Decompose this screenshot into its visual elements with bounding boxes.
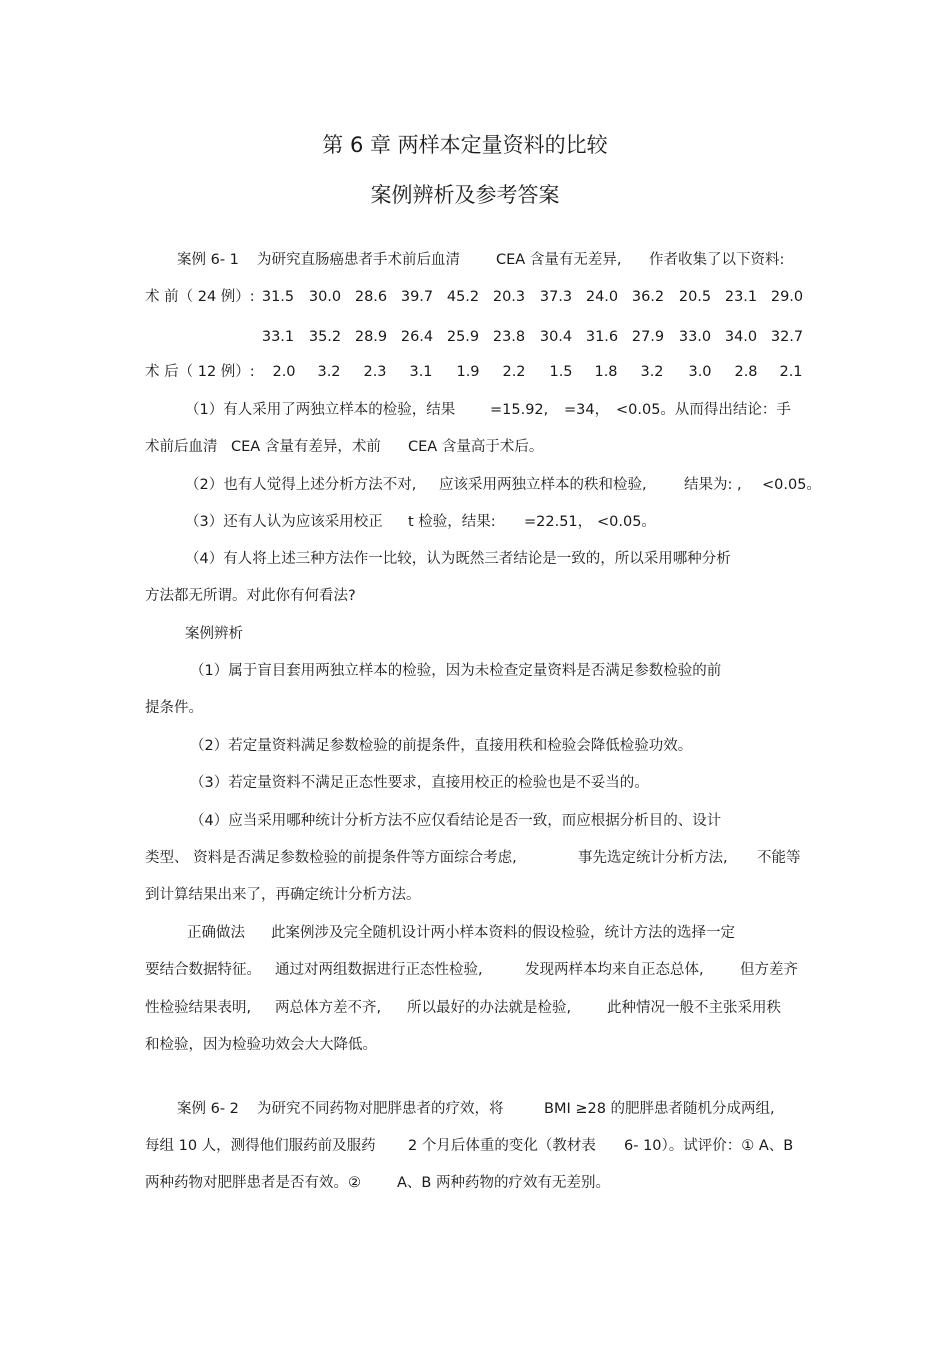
data-value: 30.4: [539, 329, 573, 345]
text-segment: 术前后血清: [145, 439, 218, 455]
data-value: 3.0: [688, 364, 712, 380]
data-value: 3.1: [409, 364, 433, 380]
text-segment: （1）属于盲目套用两独立样本的检验，因为未检查定量资料是否满足参数检验的前: [190, 663, 722, 679]
answer-2: （2）若定量资料满足参数检验的前提条件，直接用秩和检验会降低检验功效。: [190, 738, 693, 754]
text-segment: 两种药物对肥胖患者是否有效。②: [145, 1175, 361, 1191]
pre-op-row-2: [0, 327, 950, 347]
data-value: 28.6: [354, 289, 388, 305]
data-value: 36.2: [631, 289, 665, 305]
data-value: 20.5: [678, 289, 712, 305]
data-value: 3.2: [640, 364, 664, 380]
text-segment: CEA 含量有无差异,: [496, 252, 622, 268]
text-segment: 应该采用两独立样本的秩和检验,: [439, 477, 647, 493]
text-segment: 两总体方差不齐,: [275, 1000, 382, 1016]
data-value: 3.2: [317, 364, 341, 380]
text-segment: 此种情况一般不主张采用秩: [607, 1000, 781, 1016]
text-segment: t 检验，结果:: [408, 514, 496, 530]
data-value: 23.8: [492, 329, 526, 345]
text-segment: CEA 含量有差异，术前: [231, 439, 381, 455]
text-segment: （2）也有人觉得上述分析方法不对,: [185, 477, 417, 493]
answer-3: （3）若定量资料不满足正态性要求，直接用校正的检验也是不妥当的。: [190, 775, 649, 791]
data-value: 25.9: [446, 329, 480, 345]
text-segment: <0.05。: [597, 514, 656, 530]
text-segment: BMI ≥28 的肥胖患者随机分成两组,: [544, 1101, 775, 1117]
chapter-title: 第 6 章 两样本定量资料的比较: [322, 133, 608, 157]
text-segment: 到计算结果出来了，再确定统计分析方法。: [145, 887, 421, 903]
text-segment: 作者收集了以下资料:: [649, 252, 785, 268]
text-segment: 和检验，因为检验功效会大大降低。: [145, 1037, 377, 1053]
data-value: 2.1: [779, 364, 803, 380]
text-segment: =34，: [564, 402, 610, 418]
text-segment: <0.05。从而得出结论：手: [616, 402, 791, 418]
data-value: 33.1: [261, 329, 295, 345]
text-segment: 所以最好的办法就是检验,: [407, 1000, 572, 1016]
text-segment: （1）有人采用了两独立样本的检验，结果: [185, 402, 456, 418]
analysis-heading: 案例辨析: [185, 626, 243, 642]
data-value: 45.2: [446, 289, 480, 305]
data-value: 37.3: [539, 289, 573, 305]
text-segment: =22.51，: [524, 514, 593, 530]
text-segment: 不能等: [757, 850, 801, 866]
data-value: 2.0: [272, 364, 296, 380]
text-segment: =15.92,: [490, 402, 549, 418]
text-segment: 正确做法: [187, 925, 245, 941]
data-value: 23.1: [724, 289, 758, 305]
text-segment: 要结合数据特征。: [145, 962, 261, 978]
text-segment: 但方差齐: [740, 962, 798, 978]
data-value: 24.0: [585, 289, 619, 305]
text-segment: <0.05。: [762, 477, 821, 493]
data-value: 2.8: [734, 364, 758, 380]
data-value: 30.0: [308, 289, 342, 305]
text-segment: 2 个月后体重的变化（教材表: [408, 1138, 596, 1154]
case-label: 案例 6- 1: [177, 252, 239, 268]
data-value: 27.9: [631, 329, 665, 345]
data-value: 39.7: [400, 289, 434, 305]
data-value: 20.3: [492, 289, 526, 305]
text-segment: A、B 两种药物的疗效有无差别。: [397, 1175, 610, 1191]
row-label: 术 后（ 12 例）:: [145, 364, 255, 380]
text-segment: 结果为: ,: [684, 477, 742, 493]
text-segment: 类型、 资料是否满足参数检验的前提条件等方面综合考虑,: [145, 850, 517, 866]
data-value: 2.2: [502, 364, 526, 380]
data-value: 34.0: [724, 329, 758, 345]
data-value: 1.8: [594, 364, 618, 380]
data-value: 31.5: [261, 289, 295, 305]
data-value: 1.5: [549, 364, 573, 380]
text-segment: 此案例涉及完全随机设计两小样本资料的假设检验，统计方法的选择一定: [271, 925, 735, 941]
data-value: 26.4: [400, 329, 434, 345]
text-segment: 为研究不同药物对肥胖患者的疗效，将: [257, 1101, 504, 1117]
data-value: 29.0: [770, 289, 804, 305]
text-segment: CEA 含量高于术后。: [408, 439, 544, 455]
text-segment: 提条件。: [145, 700, 203, 716]
text-segment: 发现两样本均来自正态总体,: [525, 962, 704, 978]
text-segment: （3）还有人认为应该采用校正: [185, 514, 383, 530]
case-label: 案例 6- 2: [177, 1101, 239, 1117]
data-value: 32.7: [770, 329, 804, 345]
text-segment: 性检验结果表明,: [145, 1000, 252, 1016]
row-label: 术 前（ 24 例）:: [145, 289, 255, 305]
data-value: 31.6: [585, 329, 619, 345]
post-op-row: [0, 362, 950, 382]
data-value: 1.9: [456, 364, 480, 380]
text-segment: （4）应当采用哪种统计分析方法不应仅看结论是否一致，而应根据分析目的、设计: [190, 813, 722, 829]
data-value: 33.0: [678, 329, 712, 345]
pre-op-row-1: [0, 287, 950, 307]
section-subtitle: 案例辨析及参考答案: [370, 183, 560, 207]
data-value: 2.3: [363, 364, 387, 380]
text-segment: 事先选定统计分析方法,: [578, 850, 728, 866]
text-segment: （4）有人将上述三种方法作一比较，认为既然三者结论是一致的，所以采用哪种分析: [185, 551, 731, 567]
text-segment: 为研究直肠癌患者手术前后血清: [257, 252, 460, 268]
text-segment: 方法都无所谓。对此你有何看法?: [145, 588, 356, 604]
text-segment: 每组 10 人，测得他们服药前及服药: [145, 1138, 376, 1154]
text-segment: 6- 10）。试评价：① A、B: [624, 1138, 794, 1154]
data-value: 35.2: [308, 329, 342, 345]
text-segment: 通过对两组数据进行正态性检验,: [275, 962, 483, 978]
data-value: 28.9: [354, 329, 388, 345]
